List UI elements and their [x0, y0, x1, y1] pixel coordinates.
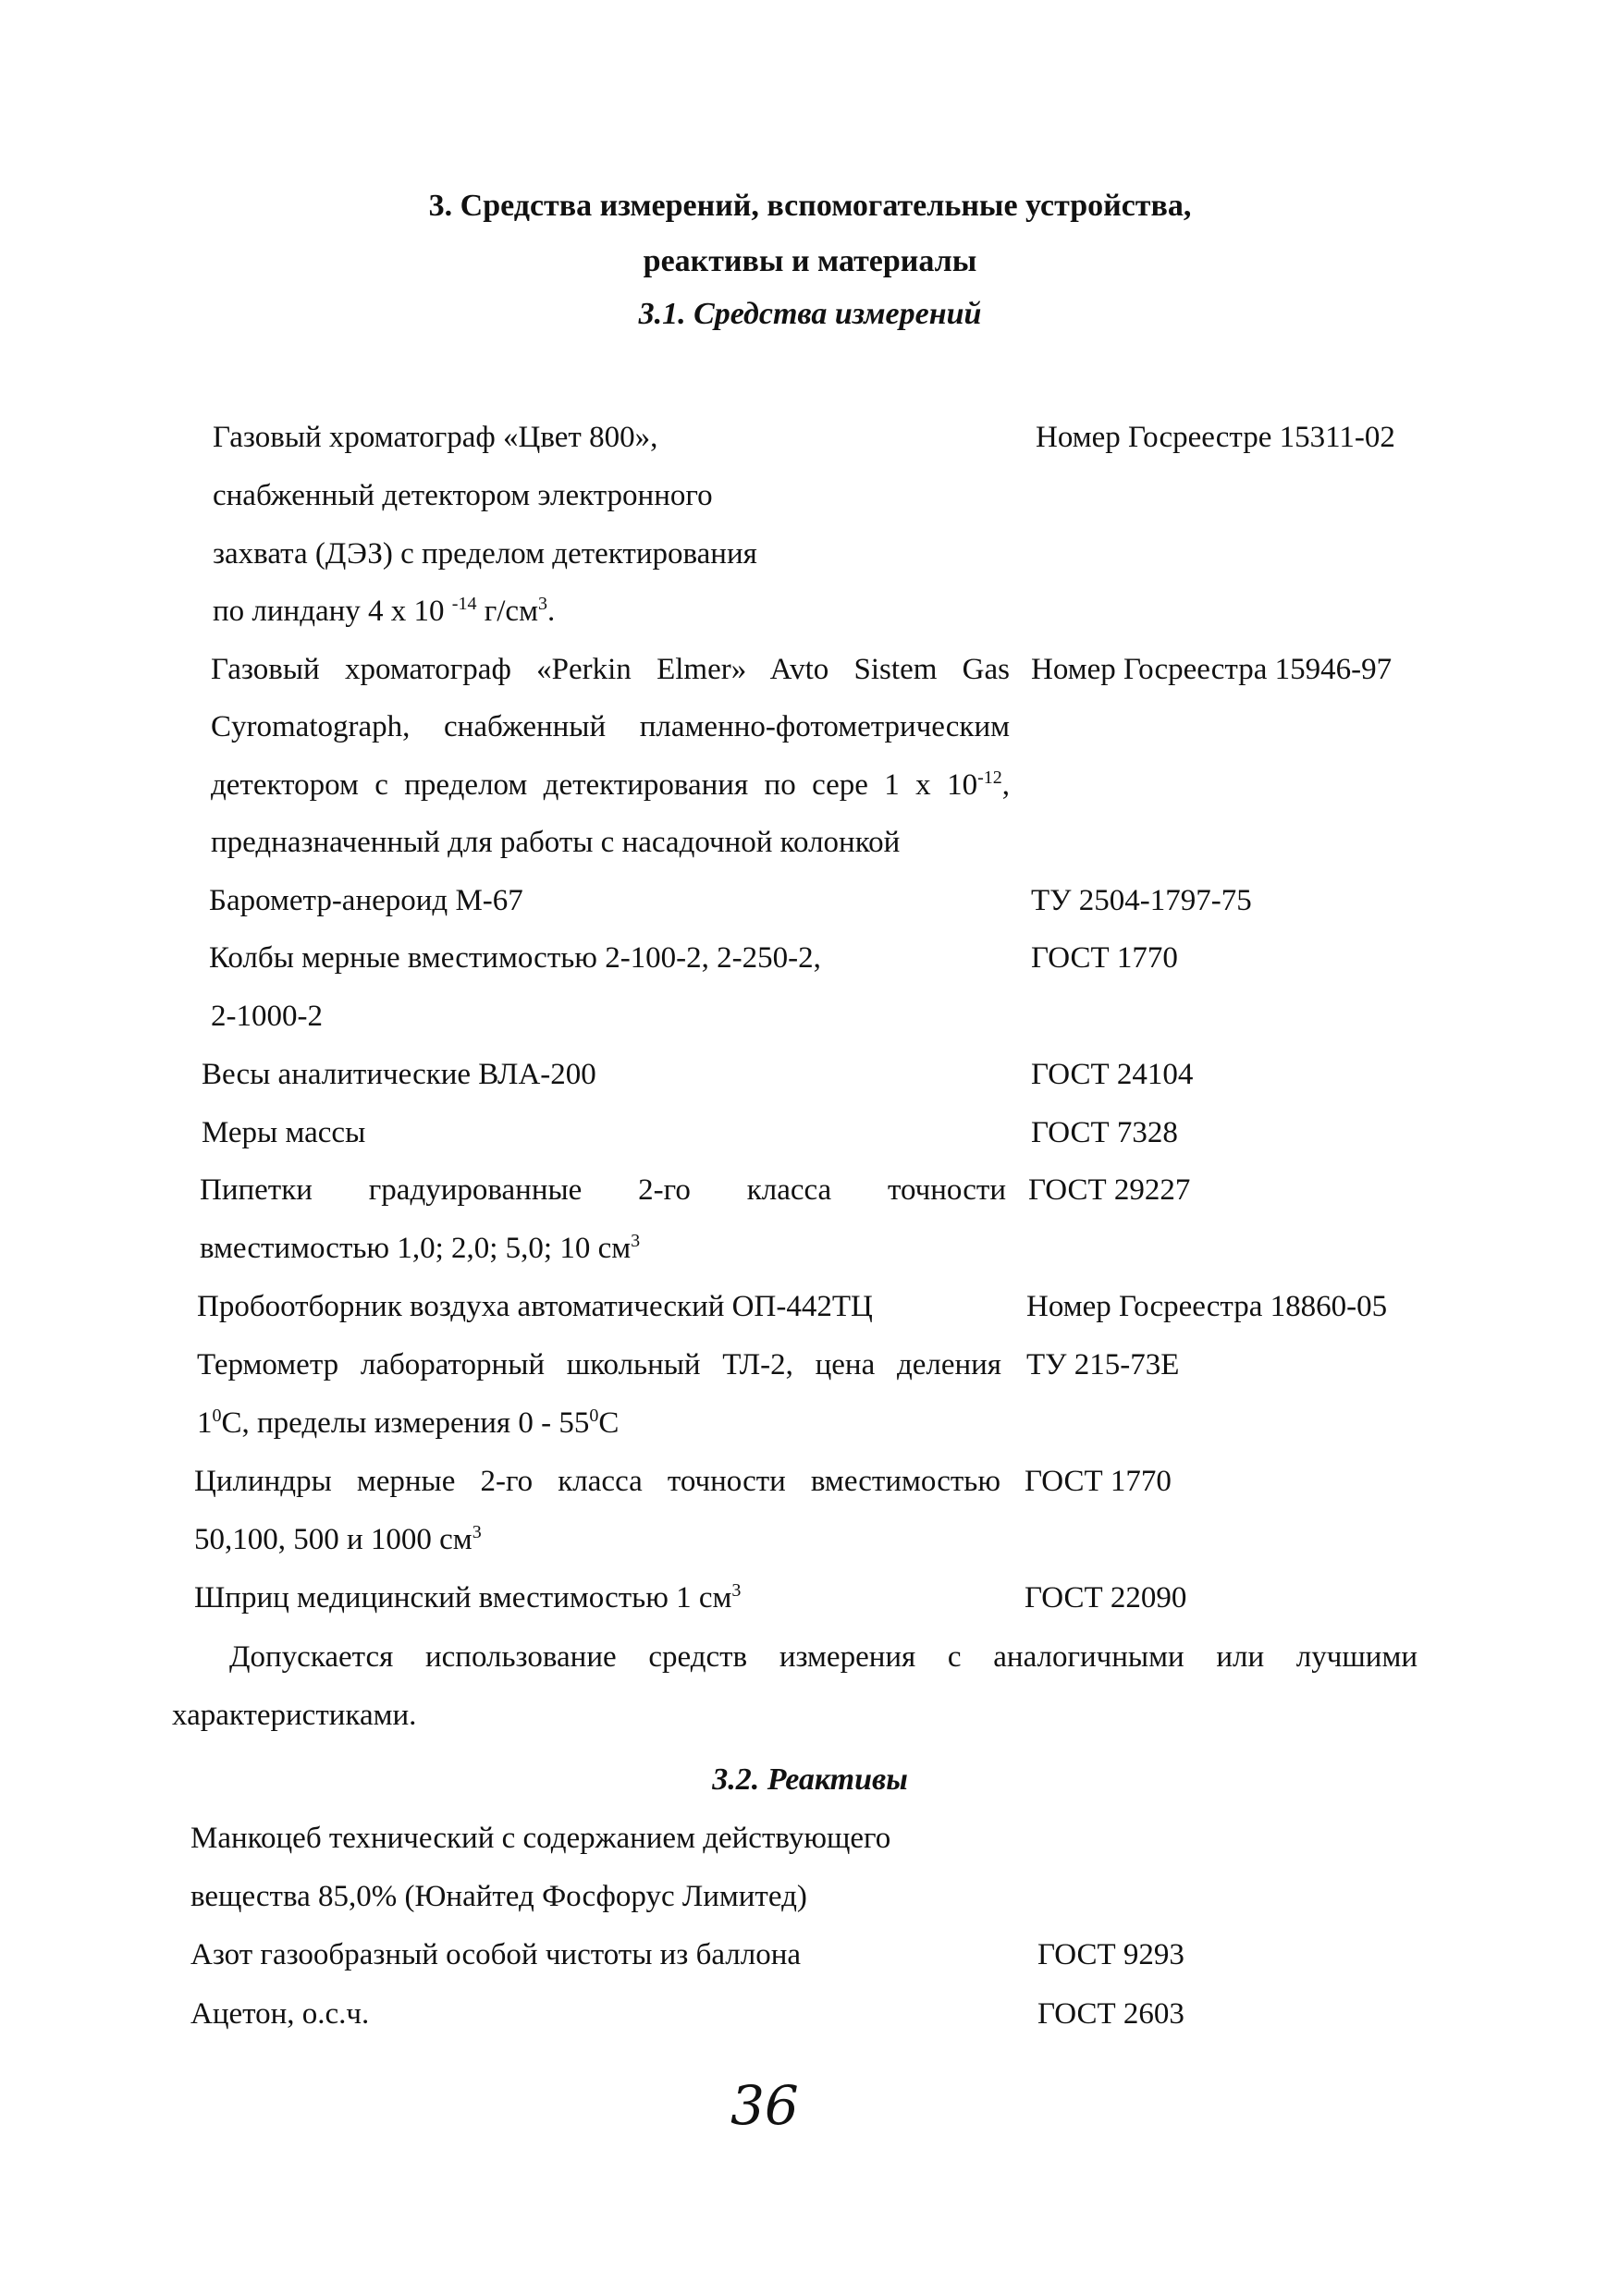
list-item-reference: ТУ 2504-1797-75: [1031, 884, 1252, 917]
list-item-line: Cyromatograph, снабженный пламенно-фотометрическим: [211, 710, 1010, 743]
list-item-reference: Номер Госреестре 15311-02: [1036, 421, 1395, 454]
list-item-line: Цилиндры мерные 2-го класса точности вместимостью: [194, 1465, 1000, 1498]
list-item-line: Газовый хроматограф «Perkin Elmer» Avto Sistem Gas: [211, 653, 1010, 686]
list-item-line: Газовый хроматограф «Цвет 800»,: [213, 421, 658, 454]
list-item-line: 50,100, 500 и 1000 $см^3$: [194, 1522, 482, 1556]
list-item-line: Ацетон, о.с.ч.: [190, 1997, 370, 2031]
list-item-line: вместимостью 1,0; 2,0; 5,0; 10 $см^3$: [200, 1231, 641, 1265]
list-item-reference: Номер Госреестра 15946-97: [1031, 653, 1393, 686]
list-item-line: 2-1000-2: [211, 1000, 323, 1033]
list-item-reference: ГОСТ 7328: [1031, 1116, 1178, 1149]
list-item-line: Меры массы: [202, 1116, 366, 1149]
list-item-reference: ГОСТ 9293: [1037, 1938, 1184, 1971]
list-item-line: детектором с пределом детектирования по сере 1 х $10^{-12}$,: [211, 767, 1010, 802]
page-number: 36: [730, 2074, 799, 2137]
list-item-line: Манкоцеб технический с содержанием действующего: [190, 1822, 891, 1855]
list-item-reference: ГОСТ 22090: [1025, 1581, 1187, 1615]
list-item-line: Весы аналитические ВЛА-200: [202, 1058, 596, 1091]
list-item-line: Барометр-анероид М-67: [209, 884, 523, 917]
list-item-line: Пипетки градуированные 2-го класса точности: [200, 1173, 1006, 1207]
list-item-line: Азот газообразный особой чистоты из баллона: [190, 1938, 802, 1971]
note-paragraph-continued: характеристиками.: [172, 1699, 417, 1732]
list-item-reference: ТУ 215-73Е: [1026, 1348, 1180, 1381]
list-item-line: $1^0С$, пределы измерения $0 - 55^0С$: [197, 1406, 620, 1440]
list-item-line: Термометр лабораторный школьный ТЛ-2, цена деления: [197, 1348, 1001, 1381]
section-title-continued: реактивы и материалы: [643, 244, 977, 278]
list-item-line: снабженный детектором электронного: [213, 479, 713, 512]
list-item-line: Колбы мерные вместимостью 2-100-2, 2-250-2,: [209, 941, 821, 975]
list-item-reference: ГОСТ 29227: [1028, 1173, 1191, 1207]
section-title: 3. Средства измерений, вспомогательные устройства,: [428, 189, 1192, 223]
subsection-title-reagents: 3.2. Реактивы: [712, 1762, 908, 1797]
list-item-line: захвата (ДЭЗ) с пределом детектирования: [213, 537, 757, 571]
list-item-line: вещества 85,0% (Юнайтед Фосфорус Лимитед): [190, 1880, 807, 1913]
list-item-reference: ГОСТ 2603: [1037, 1997, 1184, 2031]
list-item-line: Шприц медицинский вместимостью 1 $см^3$: [194, 1580, 742, 1615]
list-item-reference: Номер Госреестра 18860-05: [1026, 1290, 1388, 1323]
list-item-line: предназначенный для работы с насадочной колонкой: [211, 826, 901, 859]
list-item-reference: ГОСТ 1770: [1025, 1465, 1172, 1498]
list-item-reference: ГОСТ 24104: [1031, 1058, 1194, 1091]
subsection-title-measuring-instruments: 3.1. Средства измерений: [638, 297, 982, 331]
list-item-line: Пробоотборник воздуха автоматический ОП-442ТЦ: [197, 1290, 873, 1323]
list-item-reference: ГОСТ 1770: [1031, 941, 1178, 975]
note-paragraph: Допускается использование средств измерения с аналогичными или лучшими: [229, 1640, 1418, 1674]
list-item-line: по линдану 4 х 10 $^{-14}$ $г/см^3$.: [213, 594, 556, 628]
